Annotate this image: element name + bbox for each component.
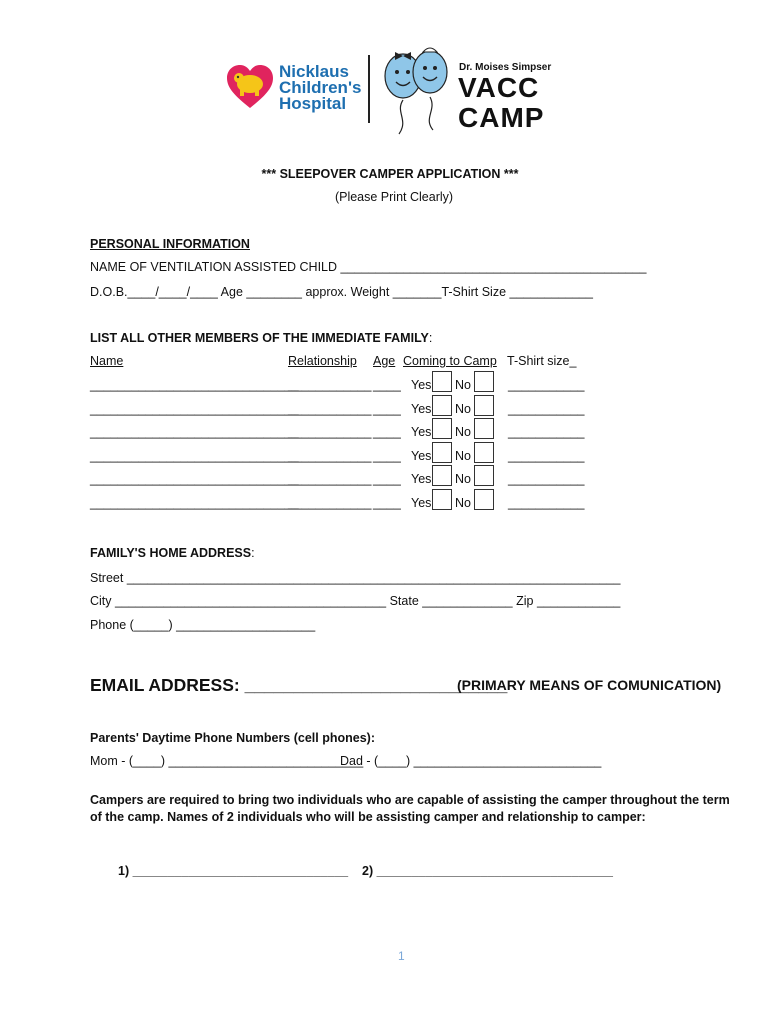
address-heading-colon: : — [251, 546, 255, 560]
home-phone-field[interactable]: Phone (_____) ____________________ — [90, 618, 316, 632]
family-age-field[interactable]: ____ — [373, 378, 401, 392]
family-tshirt-field[interactable]: ___________ — [508, 401, 585, 416]
yes-label: Yes — [411, 448, 432, 463]
camp-name-line2: CAMP — [458, 102, 545, 133]
no-label: No — [455, 425, 471, 439]
family-name-field[interactable]: ______________________________ — [90, 378, 299, 392]
family-name-field[interactable]: ______________________________ — [90, 401, 299, 416]
parents-phone-heading: Parents' Daytime Phone Numbers (cell phones): — [90, 731, 375, 745]
assistant-1-field[interactable]: 1) _______________________________ — [118, 864, 349, 878]
family-name-field[interactable]: ______________________________ — [90, 425, 299, 439]
no-checkbox[interactable] — [474, 418, 494, 439]
no-label: No — [455, 495, 471, 510]
col-coming-header: Coming to Camp — [403, 354, 497, 368]
family-heading — [90, 331, 432, 345]
balloons-icon — [375, 42, 465, 137]
col-tshirt-header: T-Shirt size_ — [507, 354, 577, 368]
family-age-field[interactable]: ____ — [373, 401, 401, 416]
family-tshirt-field[interactable]: ___________ — [508, 495, 585, 510]
yes-checkbox[interactable] — [432, 465, 452, 486]
family-relationship-field[interactable]: ____________ — [288, 425, 372, 439]
family-age-field[interactable]: ____ — [373, 425, 401, 439]
family-tshirt-field[interactable]: ___________ — [508, 448, 585, 463]
no-checkbox[interactable] — [474, 465, 494, 486]
yes-checkbox[interactable] — [432, 489, 452, 510]
family-name-field[interactable]: ______________________________ — [90, 495, 299, 510]
camp-name-line1: VACC — [458, 72, 540, 103]
mom-phone-field[interactable]: Mom - (____) ____________________________ — [90, 754, 364, 768]
yes-label: Yes — [411, 401, 432, 416]
no-label: No — [455, 378, 471, 392]
hospital-name-line3: Hospital — [279, 94, 347, 113]
hospital-name-line1: Nicklaus — [279, 62, 349, 81]
family-relationship-field[interactable]: ____________ — [288, 472, 372, 486]
hospital-logo — [225, 60, 365, 115]
family-age-field[interactable]: ____ — [373, 495, 401, 510]
family-name-field[interactable]: ______________________________ — [90, 472, 299, 486]
family-relationship-field[interactable]: ____________ — [288, 495, 372, 510]
hospital-name-line2: Children's — [279, 78, 362, 97]
dad-phone-field[interactable]: Dad - (____) ___________________________ — [340, 754, 602, 768]
assist-instructions-line1: Campers are required to bring two individuals who are capable of assisting the camper throughout the term — [90, 793, 730, 807]
email-note: (PRIMARY MEANS OF COMUNICATION) — [457, 677, 722, 693]
email-field[interactable]: EMAIL ADDRESS: ___________________________ — [90, 675, 508, 695]
no-checkbox[interactable] — [474, 489, 494, 510]
no-checkbox[interactable] — [474, 371, 494, 392]
assistant-2-field[interactable]: 2) __________________________________ — [362, 864, 613, 878]
form-subtitle: (Please Print Clearly) — [334, 190, 454, 204]
no-checkbox[interactable] — [474, 395, 494, 416]
heart-bear-icon — [225, 62, 275, 112]
yes-label: Yes — [411, 378, 432, 392]
family-heading-colon: : — [428, 331, 433, 345]
page-number: 1 — [398, 949, 405, 963]
family-relationship-field[interactable]: ____________ — [288, 378, 372, 392]
family-heading-text: LIST ALL OTHER MEMBERS OF THE IMMEDIATE FAMILY — [90, 331, 429, 345]
family-relationship-field[interactable]: ____________ — [288, 448, 372, 463]
col-age-header: Age — [373, 354, 396, 368]
yes-label: Yes — [411, 495, 432, 510]
col-relationship-header: Relationship — [288, 354, 357, 368]
logo-divider — [368, 55, 370, 123]
family-age-field[interactable]: ____ — [373, 472, 401, 486]
yes-label: Yes — [411, 472, 432, 486]
family-name-field[interactable]: ______________________________ — [90, 448, 299, 463]
col-name-header: Name — [90, 354, 124, 368]
family-relationship-field[interactable]: ____________ — [288, 401, 372, 416]
yes-checkbox[interactable] — [432, 371, 452, 392]
child-name-field[interactable]: NAME OF VENTILATION ASSISTED CHILD ____________________________________________ — [90, 260, 647, 274]
no-checkbox[interactable] — [474, 442, 494, 463]
personal-info-heading: PERSONAL INFORMATION — [90, 237, 250, 251]
camp-logo — [375, 42, 565, 137]
address-heading-text: FAMILY'S HOME ADDRESS — [90, 546, 252, 560]
no-label: No — [455, 472, 471, 486]
yes-checkbox[interactable] — [432, 442, 452, 463]
no-label: No — [455, 401, 471, 416]
yes-label: Yes — [411, 425, 432, 439]
street-field[interactable]: Street _______________________________________________________________________ — [90, 571, 621, 585]
family-age-field[interactable]: ____ — [373, 448, 401, 463]
yes-checkbox[interactable] — [432, 395, 452, 416]
family-tshirt-field[interactable]: ___________ — [508, 378, 585, 392]
city-state-zip-field[interactable]: City _______________________________________ State _____________ Zip ____________ — [90, 594, 621, 608]
family-tshirt-field[interactable]: ___________ — [508, 425, 585, 439]
assist-instructions-line2: of the camp. Names of 2 individuals who will be assisting camper and relationship to camper: — [90, 810, 646, 824]
address-heading — [90, 546, 255, 560]
yes-checkbox[interactable] — [432, 418, 452, 439]
form-title: *** SLEEPOVER CAMPER APPLICATION *** — [261, 167, 519, 181]
camp-byline: Dr. Moises Simpser — [459, 62, 552, 73]
family-tshirt-field[interactable]: ___________ — [508, 472, 585, 486]
no-label: No — [455, 448, 471, 463]
dob-age-weight-tshirt-field[interactable]: D.O.B.____/____/____ Age ________ approx. Weight _______T-Shirt Size ____________ — [90, 285, 593, 299]
